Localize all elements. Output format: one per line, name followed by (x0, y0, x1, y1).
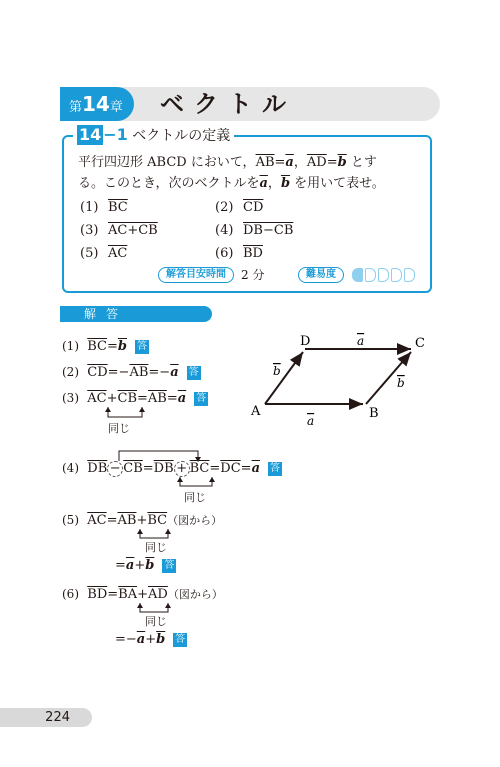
answer-1: (1) $\overline{BC}=\overline{b}$ 答 (62, 339, 148, 354)
vertex-d-label: D (300, 334, 311, 349)
answer-5: (5) $\overline{AC}=\overline{AB}+\overline{BC}$（図から） (62, 513, 223, 528)
problem-item-5: (5) $\overline{AC}$ (80, 246, 128, 261)
answer-mark: 答 (137, 341, 148, 352)
answer-2: (2) $\overline{CD}=-\overline{AB}=-\overline{a}$ 答 (62, 365, 199, 380)
time-value: 2 分 (241, 268, 265, 282)
same-note-4: 同じ (184, 491, 206, 504)
problem-item-6: (6) $\overline{BD}$ (215, 246, 263, 261)
difficulty-meter (352, 268, 415, 282)
difficulty-empty-icon (378, 268, 389, 282)
difficulty-filled-icon (352, 268, 363, 282)
vertex-c-label: C (415, 336, 425, 351)
time-label-badge: 解答目安時間 (158, 267, 234, 283)
answer-header: 解答 (60, 306, 212, 322)
answer-4: (4) $\overline{DB} - \overline{CB}=\overline{DB} + \overline{BC}=\overline{DC}=\overline{a}$ 答 (62, 461, 281, 476)
vector-ad-arrow (265, 352, 303, 404)
difficulty-label-badge: 難易度 (298, 267, 344, 283)
problem-title-text: ベクトルの定義 (132, 128, 231, 144)
chapter-number-tab: 第14章 (60, 87, 134, 121)
label-a-top: a (357, 334, 365, 348)
same-note-3: 同じ (108, 422, 130, 435)
difficulty-empty-icon (404, 268, 415, 282)
answer-6: (6) $\overline{BD}=\overline{BA}+\overline{AD}$（図から） (62, 587, 223, 602)
vertex-a-label: A (251, 404, 261, 419)
problem-item-2: (2) $\overline{CD}$ (215, 200, 264, 215)
label-a-bottom: a (307, 414, 315, 428)
label-b-left: b (273, 364, 281, 378)
problem-number: 14 (79, 125, 102, 144)
label-b-right: b (397, 376, 405, 390)
problem-item-4: (4) DB−CB (215, 223, 294, 238)
answer-6-result: $=-\overline{a}+\overline{b}$ 答 (115, 632, 186, 647)
page-number: 224 (0, 708, 92, 727)
vertex-b-label: B (369, 406, 379, 421)
answer-3: (3) $\overline{AC}+\overline{CB}=\overline{AB}=\overline{a}$ 答 (62, 391, 207, 406)
difficulty-empty-icon (391, 268, 402, 282)
same-note-5: 同じ (145, 541, 167, 554)
parallelogram-figure (245, 325, 445, 435)
problem-title: 14 −1 ベクトルの定義 (73, 124, 234, 146)
problem-statement-line2: る。このとき，次のベクトルを$\overline{a}$，$\overline{b}$ を用いて表せ。 (78, 176, 385, 191)
answer-5-result: $=\overline{a}+\overline{b}$ 答 (115, 558, 175, 573)
same-note-6: 同じ (145, 615, 167, 628)
problem-statement-line1: 平行四辺形 ABCD において，$\overline{AB}=\overline{a}$，$\overline{AD}=\overline{b}$ とす (78, 155, 377, 170)
problem-item-3: (3) AC+CB (80, 223, 158, 238)
difficulty-empty-icon (365, 268, 376, 282)
chapter-title: ベクトル (160, 90, 296, 118)
problem-item-1: (1) $\overline{BC}$ (80, 200, 128, 215)
